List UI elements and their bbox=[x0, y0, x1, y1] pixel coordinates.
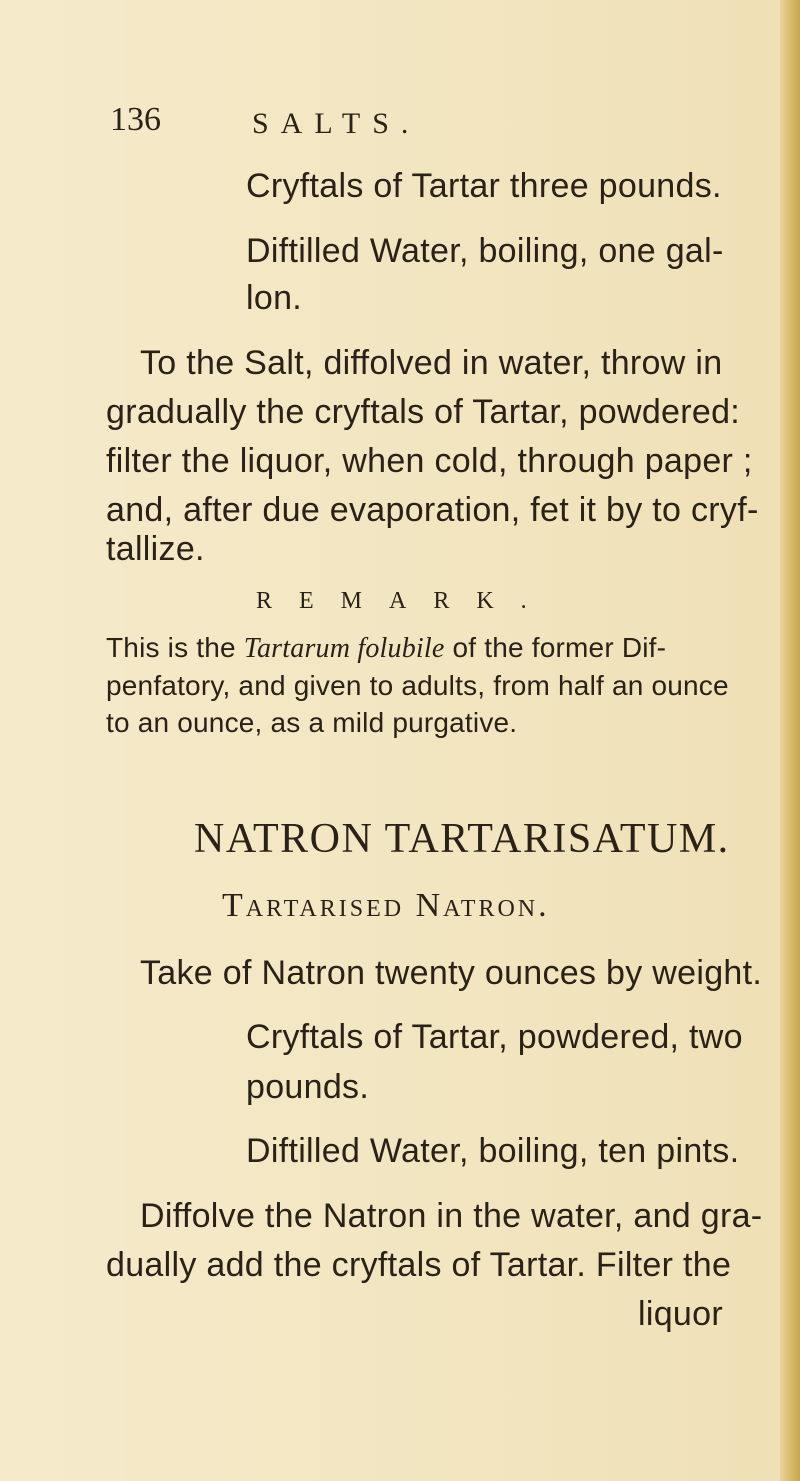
paragraph-line: gradually the cryftals of Tartar, powdered: bbox=[106, 393, 741, 431]
paragraph-line: and, after due evaporation, fet it by to cryf- bbox=[106, 491, 759, 529]
ingredient-line: Cryftals of Tartar, powdered, two bbox=[246, 1018, 743, 1056]
paragraph-line: filter the liquor, when cold, through paper ; bbox=[106, 442, 753, 480]
ingredient-line: pounds. bbox=[246, 1068, 370, 1106]
running-title: SALTS. bbox=[252, 107, 421, 140]
paragraph-line: dually add the cryftals of Tartar. Filter the bbox=[106, 1246, 732, 1284]
ingredient-line: Cryftals of Tartar three pounds. bbox=[246, 167, 722, 205]
page-edge bbox=[780, 0, 800, 1481]
ingredient-line: Diftilled Water, boiling, one gal- bbox=[246, 232, 724, 270]
paragraph-line: tallize. bbox=[106, 530, 205, 568]
remark-line: penfatory, and given to adults, from half an ounce bbox=[106, 670, 729, 701]
ingredient-line: Diftilled Water, boiling, ten pints. bbox=[246, 1132, 740, 1170]
ingredient-line: Take of Natron twenty ounces by weight. bbox=[140, 954, 763, 992]
remark-line: This is the Tartarum folubile of the former Dif- bbox=[106, 632, 667, 664]
paragraph-line: Diffolve the Natron in the water, and gra- bbox=[140, 1197, 763, 1235]
page-number: 136 bbox=[110, 101, 161, 138]
section-subtitle: Tartarised Natron. bbox=[222, 887, 550, 924]
section-title: NATRON TARTARISATUM. bbox=[194, 816, 730, 862]
latin-term: Tartarum folubile bbox=[243, 633, 445, 664]
catchword: liquor bbox=[638, 1295, 723, 1333]
ingredient-line: lon. bbox=[246, 279, 303, 317]
remark-heading: REMARK. bbox=[256, 588, 554, 614]
paragraph-line: To the Salt, diffolved in water, throw in bbox=[140, 344, 723, 382]
remark-line: to an ounce, as a mild purgative. bbox=[106, 707, 518, 738]
